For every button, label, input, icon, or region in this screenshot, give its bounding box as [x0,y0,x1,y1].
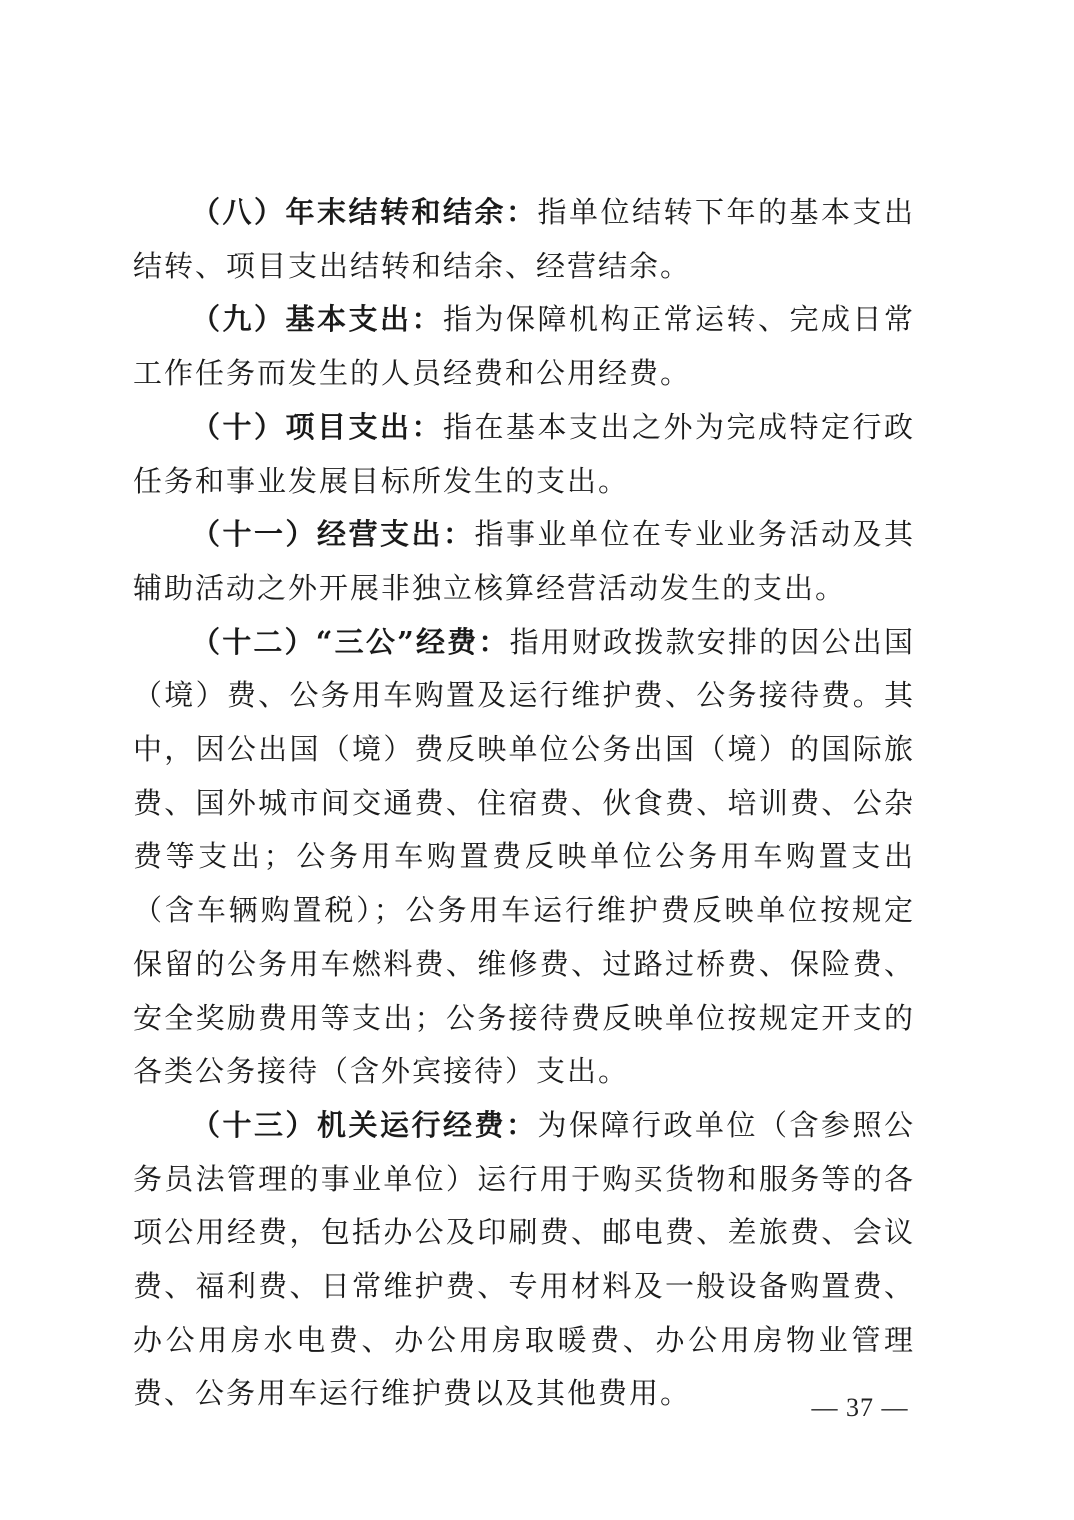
paragraph-three-public-expenses [133,616,915,1099]
term-definition: 指在基本支出之外为完成特定行政任务和事业发展目标所发生的支出。 [133,409,915,498]
paragraph-basic-expenditure [133,293,915,400]
term-definition: 指单位结转下年的基本支出结转、项目支出结转和结余、经营结余。 [133,195,915,283]
term-label: （九）基本支出： [191,302,443,337]
term-label: （十一）经营支出： [191,517,475,552]
page-number: — 37 — [811,1393,909,1422]
paragraph-operating-expenditure [133,508,915,615]
paragraph-agency-operating-expenses [133,1099,915,1421]
term-definition: 指用财政拨款安排的因公出国（境）费、公务用车购置及运行维护费、公务接待费。其中，因公出国（境）费反映单位公务出国（境）的国际旅费、国外城市间交通费、住宿费、伙食费、培训费、公杂费等支出；公务用车购置费反映单位公务用车购置支出（含车辆购置税）；公务用车运行维护费反映单位按规定保留的公务用车燃料费、维修费、过路过桥费、保险费、安全奖励费用等支出；公务接待费反映单位按规定开支的各类公务接待（含外宾接待）支出。 [133,624,915,1089]
term-definition: 指事业单位在专业业务活动及其辅助活动之外开展非独立核算经营活动发生的支出。 [133,517,915,605]
term-label: （十二）“三公”经费： [191,624,510,659]
term-label: （十）项目支出： [191,409,443,444]
term-label: （十三）机关运行经费： [191,1107,538,1142]
document-body [133,186,915,1421]
paragraph-year-end-carryover [133,186,915,293]
term-definition: 指为保障机构正常运转、完成日常工作任务而发生的人员经费和公用经费。 [133,302,915,391]
paragraph-project-expenditure [133,401,915,508]
term-label: （八）年末结转和结余： [191,195,538,229]
term-definition: 为保障行政单位（含参照公务员法管理的事业单位）运行用于购买货物和服务等的各项公用经费，包括办公及印刷费、邮电费、差旅费、会议费、福利费、日常维护费、专用材料及一般设备购置费、办公用房水电费、办公用房取暖费、办公用房物业管理费、公务用车运行维护费以及其他费用。 [133,1107,915,1411]
